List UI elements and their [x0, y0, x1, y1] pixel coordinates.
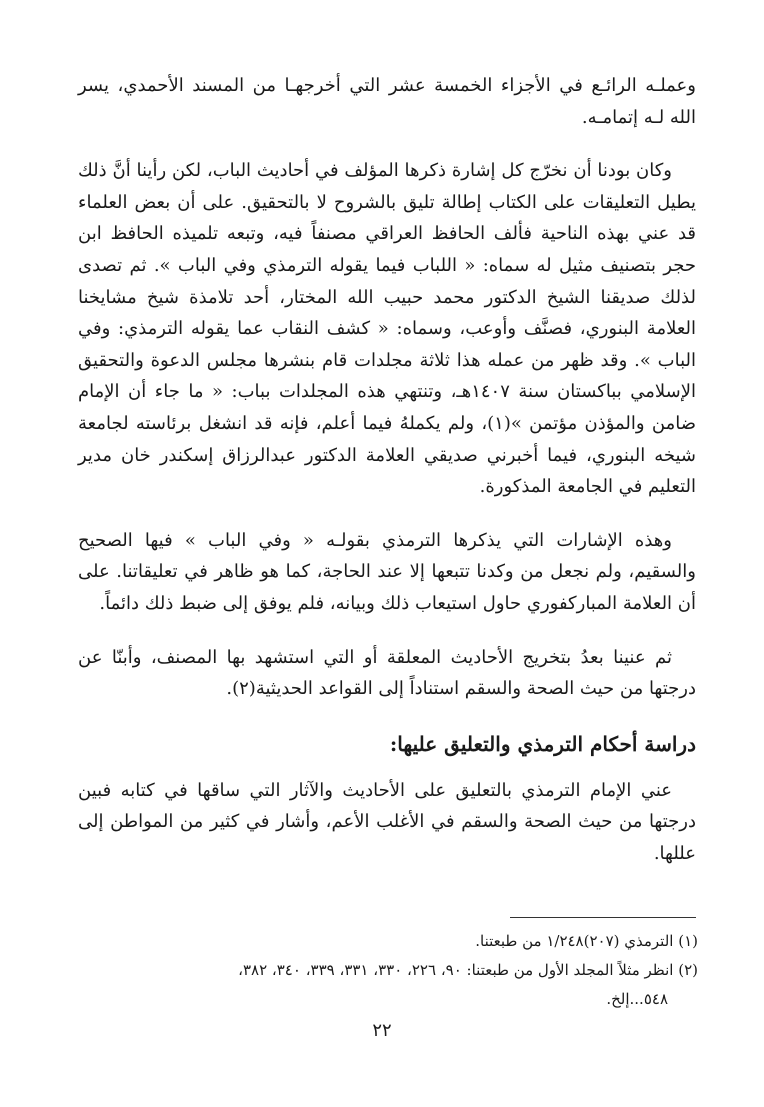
page-body	[78, 70, 696, 869]
footnote-1: (١) الترمذي (٢٠٧)١/٢٤٨ من طبعتنا.	[475, 932, 698, 950]
paragraph-5: عني الإمام الترمذي بالتعليق على الأحاديث والآثار التي ساقها في كتابه فبين درجتها من حيث الصحة والسقم في الأغلب الأعم، وأشار في كثير من المواطن إلى عللها.	[78, 779, 696, 864]
footnote-2: (٢) انظر مثلاً المجلد الأول من طبعتنا: ٩٠، ٢٢٦، ٣٣٠، ٣٣١، ٣٣٩، ٣٤٠، ٣٨٢،	[238, 961, 698, 979]
paragraph-1: وعملـه الرائـع في الأجزاء الخمسة عشر التي أخرجهـا من المسند الأحمدي، يسر الله لـه إتمامـه.	[78, 75, 696, 128]
footnote-2-continuation: ٥٤٨...إلخ.	[606, 990, 668, 1008]
paragraph-2: وكان بودنا أن نخرّج كل إشارة ذكرها المؤلف في أحاديث الباب، لكن رأينا أنَّ ذلك يطيل التعليقات على الكتاب إطالة تليق بالشروح لا بالتحقيق. على أن بعض العلماء قد عني بهذه الناحية فألف الحافظ العراقي مصنفاً فيه، وتبعه تلميذه الحافظ ابن حجر بتصنيف مثيل له سماه: « اللباب فيما يقوله الترمذي وفي الباب ». ثم تصدى لذلك صديقنا الشيخ الدكتور محمد حبيب الله المختار، أحد تلامذة شيخ مشايخنا العلامة البنوري، فصنَّف وأوعب، وسماه: « كشف النقاب عما يقوله الترمذي: وفي الباب ». وقد ظهر من عمله هذا ثلاثة مجلدات قام بنشرها مجلس الدعوة والتحقيق الإسلامي بباكستان سنة ١٤٠٧هـ، وتنتهي هذه المجلدات بباب: « ما جاء أن الإمام ضامن والمؤذن مؤتمن »(١)، ولم يكملهُ فيما أعلم، فإنه قد انشغل برئاسته لجامعة شيخه البنوري، فيما أخبرني صديقي العلامة الدكتور عبدالرزاق إسكندر خان مدير التعليم في الجامعة المذكورة.	[78, 160, 696, 498]
section-heading: دراسة أحكام الترمذي والتعليق عليها:	[389, 731, 696, 756]
footnote-divider	[510, 917, 696, 918]
paragraph-3: وهذه الإشارات التي يذكرها الترمذي بقولـه « وفي الباب » فيها الصحيح والسقيم، ولم نجعل من وكدنا تتبعها إلا عند الحاجة، كما هو ظاهر في تعليقاتنا. على أن العلامة المباركفوري حاول استيعاب ذلك وبيانه، فلم يوفق إلى ضبط ذلك دائماً.	[78, 529, 696, 614]
page-number: ٢٢	[372, 1020, 392, 1041]
footnotes	[78, 927, 698, 1014]
paragraph-4: ثم عنينا بعدُ بتخريج الأحاديث المعلقة أو التي استشهد بها المصنف، وأبنّا عن درجتها من حيث الصحة والسقم استناداً إلى القواعد الحديثية(٢).	[78, 646, 696, 700]
